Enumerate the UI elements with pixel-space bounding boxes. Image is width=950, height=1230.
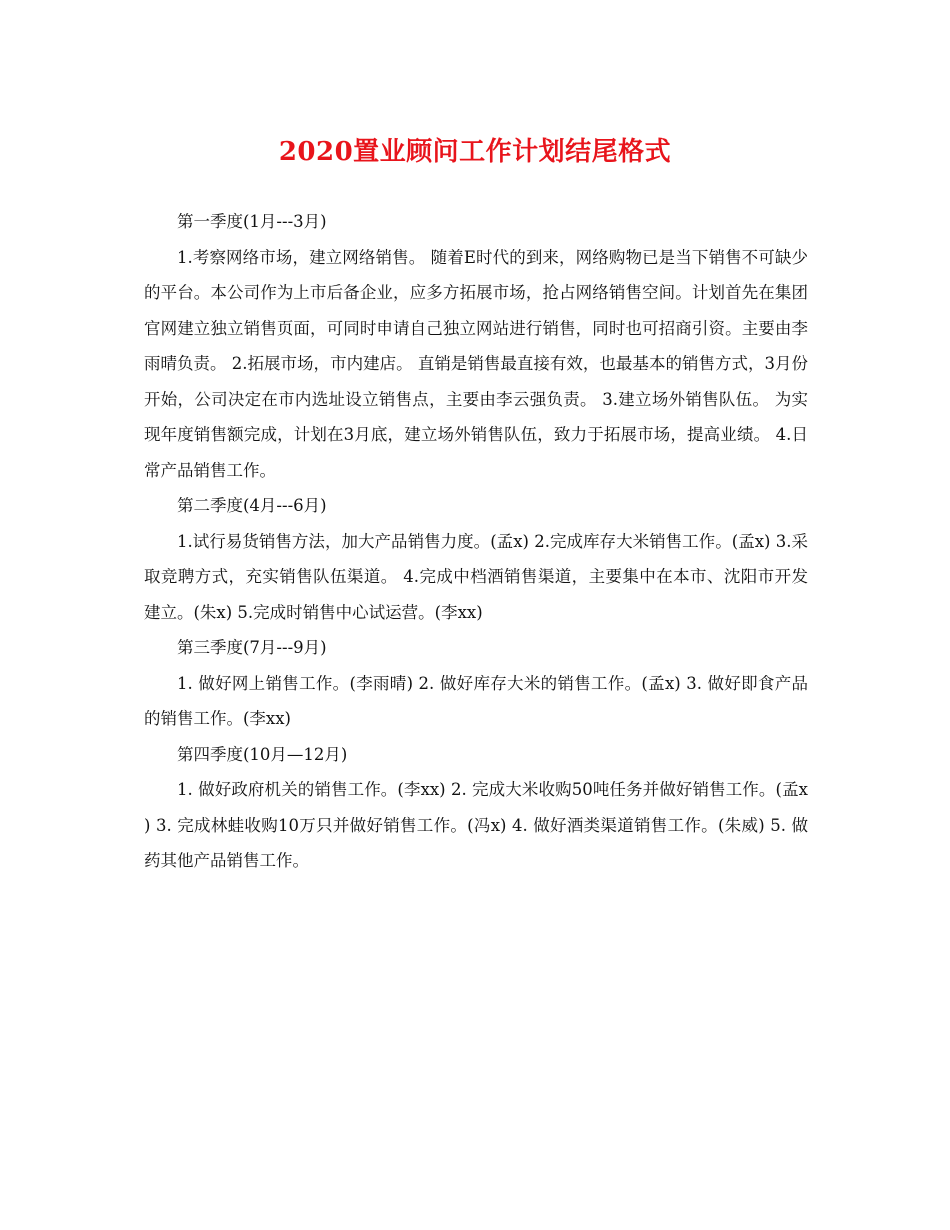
- q1-content: 1.考察网络市场，建立网络销售。 随着E时代的到来，网络购物已是当下销售不可缺少的平台。本公司作为上市后备企业，应多方拓展市场，抢占网络销售空间。计划首先在集团官网建立独立销售页面，可同时申请自己独立网站进行销售，同时也可招商引资。主要由李雨晴负责。 2.拓展市场，市内建店。 直销是销售最直接有效，也最基本的销售方式，3月份开始，公司决定在市内选址设立销售点，主要由李云强负责。 3.建立场外销售队伍。 为实现年度销售额完成，计划在3月底，建立场外销售队伍，致力于拓展市场，提高业绩。 4.日常产品销售工作。: [144, 247, 808, 480]
- document-title: 2020置业顾问工作计划结尾格式: [278, 137, 672, 167]
- q3-heading: 第三季度(7月---9月): [177, 638, 327, 657]
- q4-heading: 第四季度(10月—12月): [177, 744, 348, 764]
- document-body: [144, 204, 808, 879]
- q2-heading: 第二季度(4月---6月): [177, 496, 327, 515]
- q1-heading: 第一季度(1月---3月): [177, 212, 327, 231]
- q4-content: 1. 做好政府机关的销售工作。(李xx) 2. 完成大米收购50吨任务并做好销售工作。(孟x) 3. 完成林蛙收购10万只并做好销售工作。(冯x) 4. 做好酒类渠道销售工作。(朱威) 5. 做药其他产品销售工作。: [144, 780, 808, 870]
- q3-content: 1. 做好网上销售工作。(李雨晴) 2. 做好库存大米的销售工作。(孟x) 3. 做好即食产品的销售工作。(李xx): [144, 673, 808, 728]
- q2-content: 1.试行易货销售方法，加大产品销售力度。(孟x) 2.完成库存大米销售工作。(孟x) 3.采取竞聘方式，充实销售队伍渠道。 4.完成中档酒销售渠道，主要集中在本市、沈阳市开发建立。(朱x) 5.完成时销售中心试运营。(李xx): [144, 531, 808, 622]
